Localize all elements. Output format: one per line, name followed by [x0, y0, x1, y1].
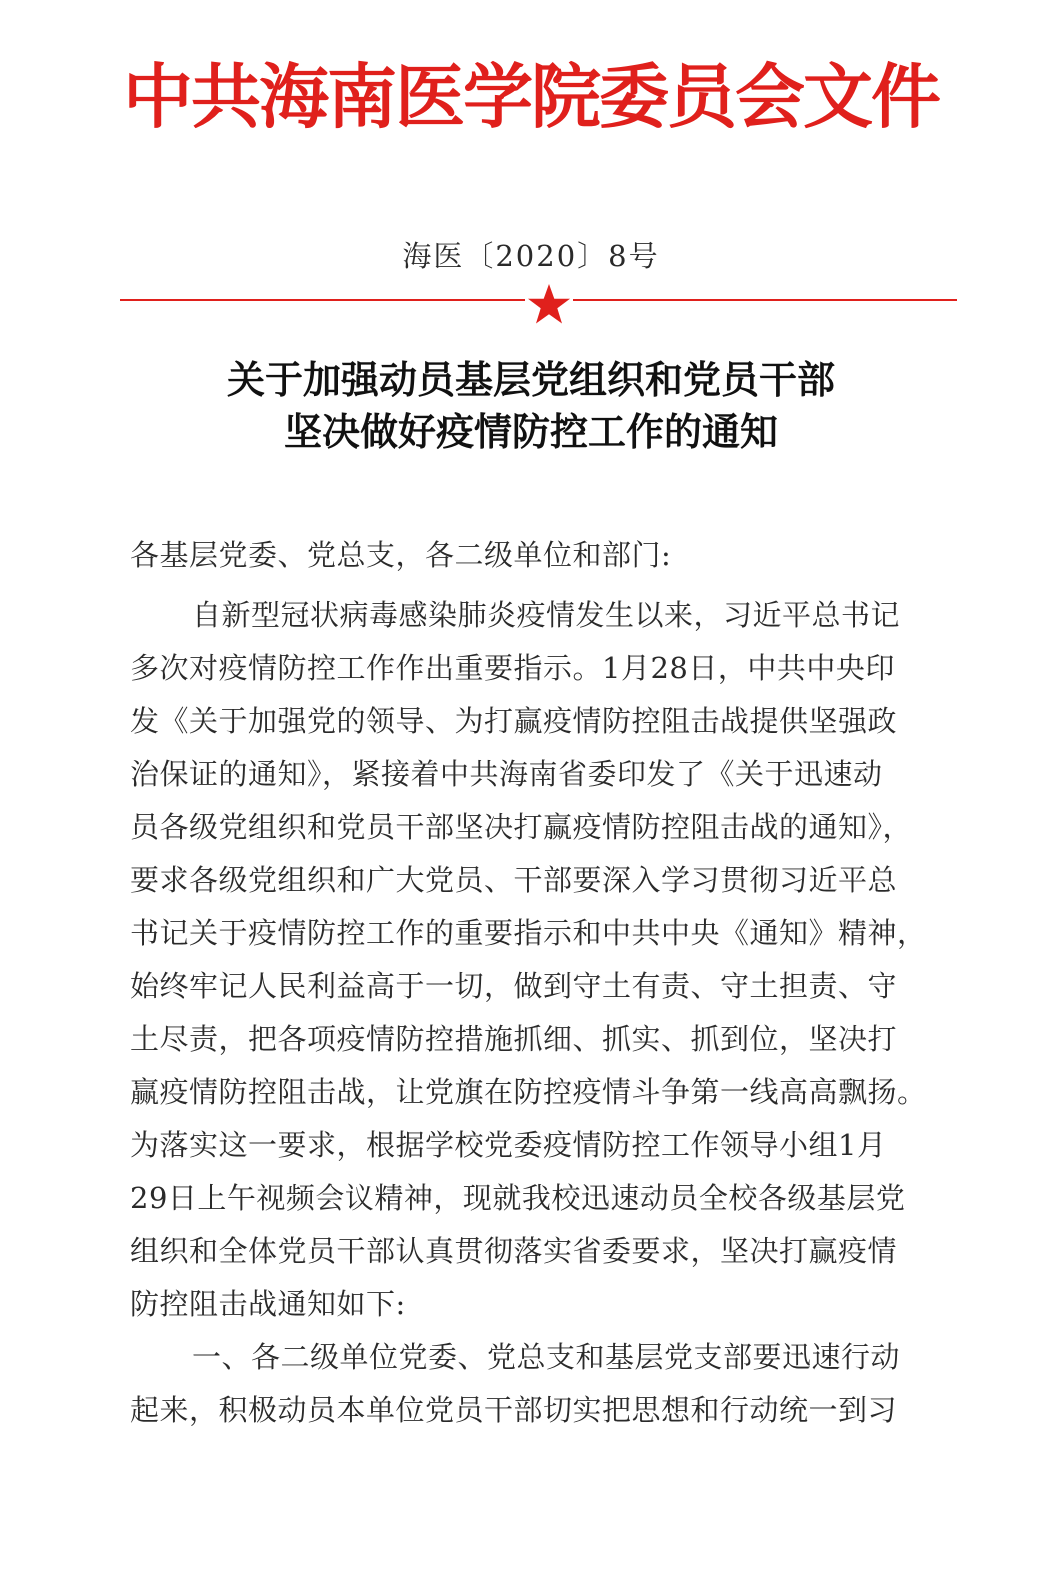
paragraph-1-line: 要求各级党组织和广大党员、干部要深入学习贯彻习近平总	[130, 863, 898, 897]
notice-title	[0, 354, 1062, 458]
paragraph-2-line: 一、各二级单位党委、党总支和基层党支部要迅速行动	[192, 1340, 901, 1374]
notice-title-line-2: 坚决做好疫情防控工作的通知	[283, 409, 778, 454]
paragraph-1-line: 赢疫情防控阻击战，让党旗在防控疫情斗争第一线高高飘扬。	[130, 1075, 927, 1109]
paragraph-1-line: 土尽责，把各项疫情防控措施抓细、抓实、抓到位，坚决打	[130, 1022, 898, 1056]
paragraph-1-line: 29日上午视频会议精神，现就我校迅速动员全校各级基层党	[130, 1181, 906, 1215]
paragraph-1-line: 多次对疫情防控工作作出重要指示。1月28日，中共中央印	[130, 651, 895, 685]
notice-body	[130, 530, 990, 1438]
paragraph-1-line: 治保证的通知》，紧接着中共海南省委印发了《关于迅速动	[130, 757, 883, 791]
paragraph-1-line: 防控阻击战通知如下:	[130, 1287, 406, 1321]
paragraph-1-line: 发《关于加强党的领导、为打赢疫情防控阻击战提供坚强政	[130, 704, 898, 738]
salutation: 各基层党委、党总支，各二级单位和部门:	[130, 538, 672, 572]
paragraph-1-line: 书记关于疫情防控工作的重要指示和中共中央《通知》精神，	[130, 916, 927, 950]
paragraph-1-line: 员各级党组织和党员干部坚决打赢疫情防控阻击战的通知》，	[130, 810, 913, 844]
document-header-title: 中共海南医学院委员会文件	[123, 55, 939, 138]
notice-title-line-1: 关于加强动员基层党组织和党员干部	[226, 357, 835, 402]
red-rule-left	[120, 299, 525, 301]
paragraph-1-line: 自新型冠状病毒感染肺炎疫情发生以来，习近平总书记	[192, 598, 901, 632]
paragraph-1-line: 为落实这一要求，根据学校党委疫情防控工作领导小组1月	[130, 1128, 887, 1162]
document-number: 海医〔2020〕8号	[402, 239, 660, 273]
paragraph-2-line: 起来，积极动员本单位党员干部切实把思想和行动统一到习	[130, 1393, 898, 1427]
paragraph-1-line: 始终牢记人民利益高于一切，做到守土有责、守土担责、守	[130, 969, 898, 1003]
star-shape	[528, 284, 570, 324]
paragraph-1-line: 组织和全体党员干部认真贯彻落实省委要求，坚决打赢疫情	[130, 1234, 898, 1268]
red-star-icon	[526, 282, 572, 328]
red-rule-right	[573, 299, 957, 301]
